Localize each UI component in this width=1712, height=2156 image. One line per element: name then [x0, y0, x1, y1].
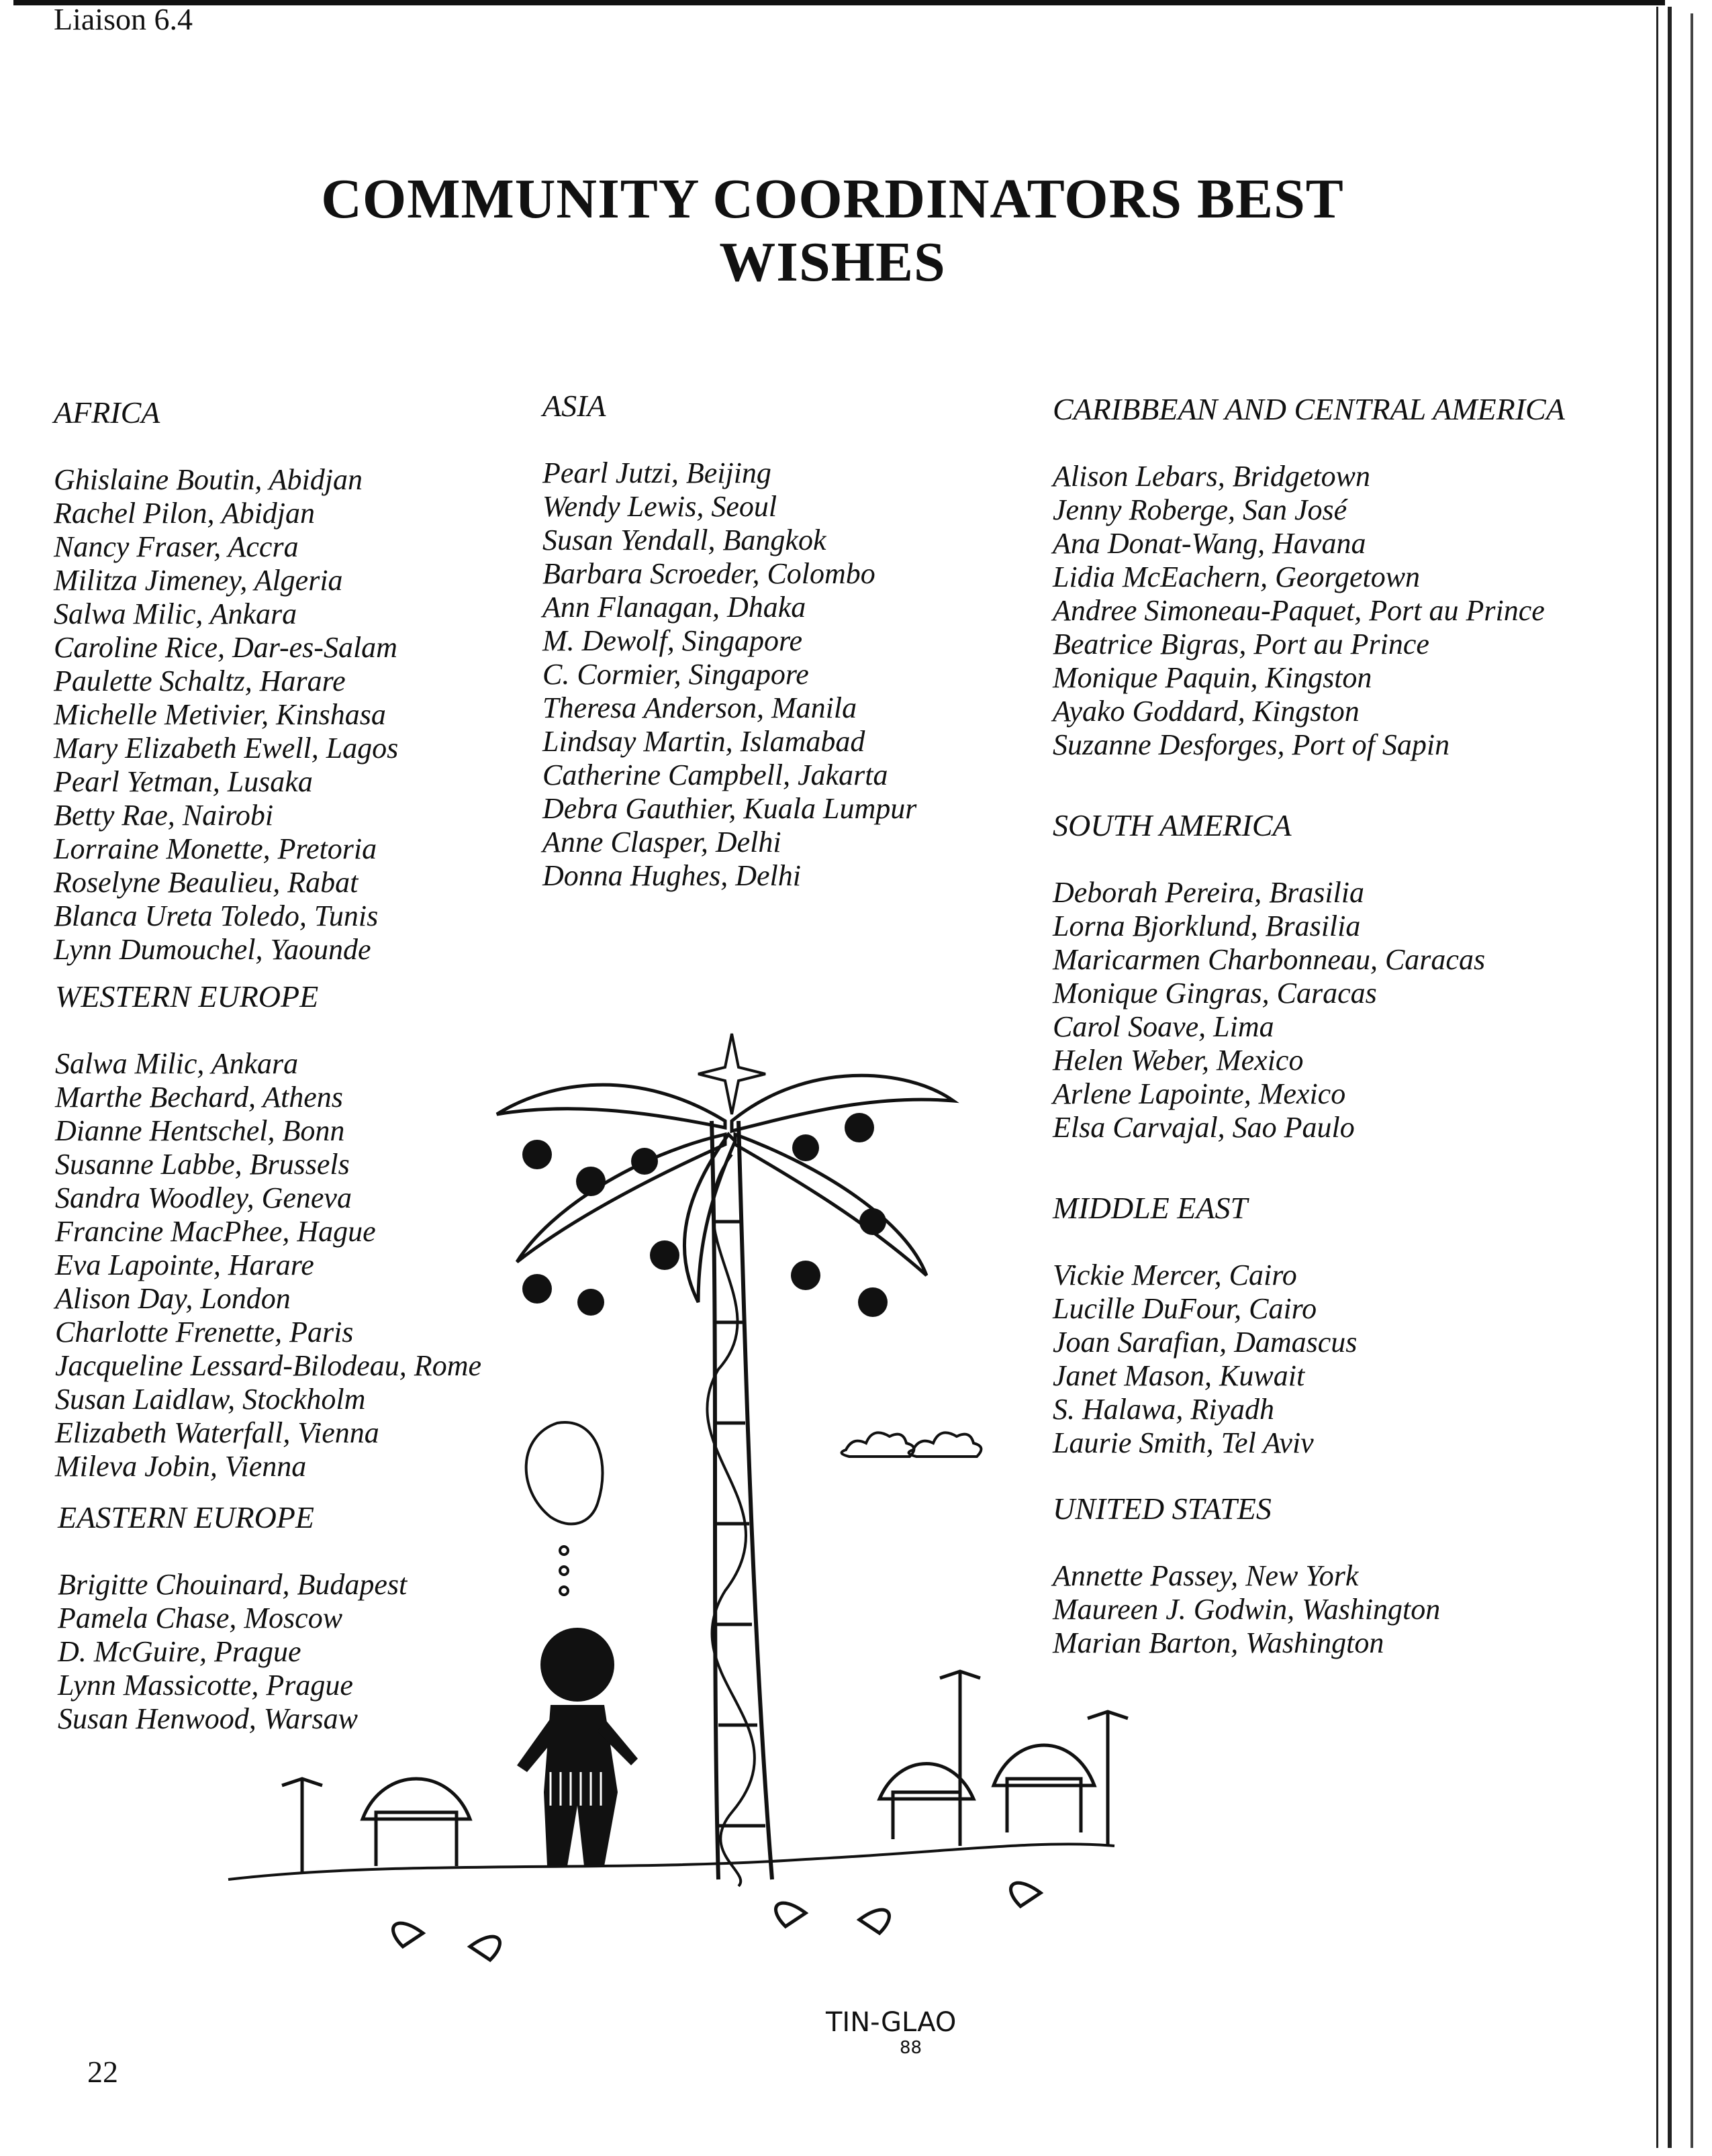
coordinator-entry: Nancy Fraser, Accra	[54, 530, 299, 563]
coordinator-entry: Theresa Anderson, Manila	[542, 691, 857, 724]
coordinator-entry: Charlotte Frenette, Paris	[55, 1316, 354, 1349]
region-heading: AFRICA	[54, 395, 160, 430]
region-heading: ASIA	[542, 389, 606, 423]
artist-signature-year: 88	[900, 2038, 922, 2058]
coordinator-entry: Blanca Ureta Toledo, Tunis	[54, 899, 379, 932]
coordinator-entry: Alison Lebars, Bridgetown	[1053, 460, 1371, 493]
coordinator-entry: Marthe Bechard, Athens	[55, 1081, 343, 1114]
coordinator-entry: Susanne Labbe, Brussels	[55, 1148, 350, 1181]
region-list	[542, 456, 916, 893]
running-head: Liaison 6.4	[54, 2, 193, 36]
coordinator-entry: Militza Jimeney, Algeria	[54, 564, 343, 597]
coordinator-entry: Anne Clasper, Delhi	[542, 826, 781, 859]
page-title	[0, 168, 1665, 294]
coordinator-entry: Ana Donat-Wang, Havana	[1053, 527, 1366, 560]
column-left	[54, 396, 398, 999]
coordinator-entry: Marian Barton, Washington	[1053, 1626, 1384, 1659]
coordinator-entry: C. Cormier, Singapore	[542, 658, 809, 691]
coordinator-entry: Barbara Scroeder, Colombo	[542, 557, 875, 590]
header-rule	[13, 0, 1665, 12]
coordinator-entry: Susan Henwood, Warsaw	[58, 1702, 358, 1735]
coordinator-entry: Lidia McEachern, Georgetown	[1053, 560, 1421, 593]
region-heading: CARIBBEAN AND CENTRAL AMERICA	[1053, 392, 1565, 426]
region-heading: WESTERN EUROPE	[55, 979, 319, 1014]
region-heading: UNITED STATES	[1053, 1491, 1272, 1526]
coordinator-entry: S. Halawa, Riyadh	[1053, 1393, 1274, 1426]
coordinator-entry: Lynn Massicotte, Prague	[58, 1669, 353, 1702]
region-asia	[542, 389, 916, 893]
artist-signature-name: TIN-GLAO	[826, 2007, 957, 2038]
coordinator-entry: Joan Sarafian, Damascus	[1053, 1326, 1358, 1359]
coordinator-entry: Lorna Bjorklund, Brasilia	[1053, 910, 1361, 942]
coordinator-entry: Maureen J. Godwin, Washington	[1053, 1593, 1441, 1626]
coordinator-entry: Dianne Hentschel, Bonn	[55, 1114, 345, 1147]
coordinator-entry: Salwa Milic, Ankara	[54, 597, 297, 630]
page-title-line-2: WISHES	[719, 231, 946, 293]
coordinator-entry: Lorraine Monette, Pretoria	[54, 832, 377, 865]
region-heading: SOUTH AMERICA	[1053, 808, 1292, 842]
coordinator-entry: Vickie Mercer, Cairo	[1053, 1259, 1297, 1291]
coordinator-entry: Pearl Jutzi, Beijing	[542, 456, 771, 489]
coordinator-entry: Maricarmen Charbonneau, Caracas	[1053, 943, 1486, 976]
coordinator-entry: Catherine Campbell, Jakarta	[542, 758, 888, 791]
coordinator-entry: Monique Paquin, Kingston	[1053, 661, 1372, 694]
coordinator-entry: Andree Simoneau-Paquet, Port au Prince	[1053, 594, 1545, 627]
region-heading: EASTERN EUROPE	[58, 1500, 314, 1534]
coordinator-entry: Pearl Yetman, Lusaka	[54, 765, 313, 798]
page-title-line-1: COMMUNITY COORDINATORS BEST	[321, 168, 1344, 230]
artist-signature	[826, 2007, 956, 2058]
coordinator-entry: Paulette Schaltz, Harare	[54, 665, 346, 697]
page-number: 22	[87, 2055, 118, 2089]
region-africa	[54, 396, 398, 967]
coordinator-entry: Beatrice Bigras, Port au Prince	[1053, 628, 1429, 660]
coordinator-entry: Lindsay Martin, Islamabad	[542, 725, 865, 758]
coordinator-entry: Lynn Dumouchel, Yaounde	[54, 933, 371, 966]
coordinator-entry: Mary Elizabeth Ewell, Lagos	[54, 732, 399, 765]
coordinator-entry: Lucille DuFour, Cairo	[1053, 1292, 1317, 1325]
coordinator-entry: Rachel Pilon, Abidjan	[54, 497, 316, 530]
coordinator-entry: Ann Flanagan, Dhaka	[542, 591, 806, 624]
coordinator-entry: Arlene Lapointe, Mexico	[1053, 1077, 1346, 1110]
coordinator-entry: Betty Rae, Nairobi	[54, 799, 274, 832]
coordinator-entry: Susan Laidlaw, Stockholm	[55, 1383, 366, 1416]
coordinator-entry: Carol Soave, Lima	[1053, 1010, 1274, 1043]
coordinator-entry: Michelle Metivier, Kinshasa	[54, 698, 386, 731]
coordinator-entry: Helen Weber, Mexico	[1053, 1044, 1304, 1077]
region-heading: MIDDLE EAST	[1053, 1191, 1248, 1225]
holiday-palm-illustration	[201, 1020, 1141, 2027]
coordinator-entry: Debra Gauthier, Kuala Lumpur	[542, 792, 917, 825]
coordinator-entry: Brigitte Chouinard, Budapest	[58, 1568, 408, 1601]
coordinator-entry: Elsa Carvajal, Sao Paulo	[1053, 1111, 1355, 1144]
coordinator-entry: Alison Day, London	[55, 1282, 291, 1315]
coordinator-entry: D. McGuire, Prague	[58, 1635, 301, 1668]
coordinator-entry: Wendy Lewis, Seoul	[542, 490, 777, 523]
coordinator-entry: Ghislaine Boutin, Abidjan	[54, 463, 363, 496]
coordinator-entry: Sandra Woodley, Geneva	[55, 1181, 352, 1214]
coordinator-entry: M. Dewolf, Singapore	[542, 624, 802, 657]
coordinator-entry: Caroline Rice, Dar-es-Salam	[54, 631, 397, 664]
coordinator-entry: Elizabeth Waterfall, Vienna	[55, 1416, 379, 1449]
coordinator-entry: Janet Mason, Kuwait	[1053, 1359, 1305, 1392]
binding-edge-outer	[1691, 13, 1693, 2148]
coordinator-entry: Francine MacPhee, Hague	[55, 1215, 376, 1248]
coordinator-entry: Mileva Jobin, Vienna	[55, 1450, 307, 1483]
coordinator-entry: Suzanne Desforges, Port of Sapin	[1053, 728, 1450, 761]
coordinator-entry: Jacqueline Lessard-Bilodeau, Rome	[55, 1349, 481, 1382]
region-list	[54, 463, 398, 967]
coordinator-entry: Annette Passey, New York	[1053, 1559, 1359, 1592]
coordinator-entry: Roselyne Beaulieu, Rabat	[54, 866, 359, 899]
coordinator-entry: Laurie Smith, Tel Aviv	[1053, 1426, 1314, 1459]
binding-edge	[1656, 7, 1672, 2148]
coordinator-entry: Salwa Milic, Ankara	[55, 1047, 299, 1080]
coordinator-entry: Pamela Chase, Moscow	[58, 1602, 343, 1634]
coordinator-entry: Eva Lapointe, Harare	[55, 1248, 314, 1281]
region-caribbean	[1053, 393, 1565, 762]
coordinator-entry: Monique Gingras, Caracas	[1053, 977, 1377, 1010]
coordinator-entry: Ayako Goddard, Kingston	[1053, 695, 1360, 728]
region-list	[1053, 460, 1565, 762]
coordinator-entry: Susan Yendall, Bangkok	[542, 524, 826, 556]
coordinator-entry: Deborah Pereira, Brasilia	[1053, 876, 1364, 909]
coordinator-entry: Donna Hughes, Delhi	[542, 859, 801, 892]
coordinator-entry: Jenny Roberge, San José	[1053, 493, 1347, 526]
column-middle	[542, 389, 916, 925]
